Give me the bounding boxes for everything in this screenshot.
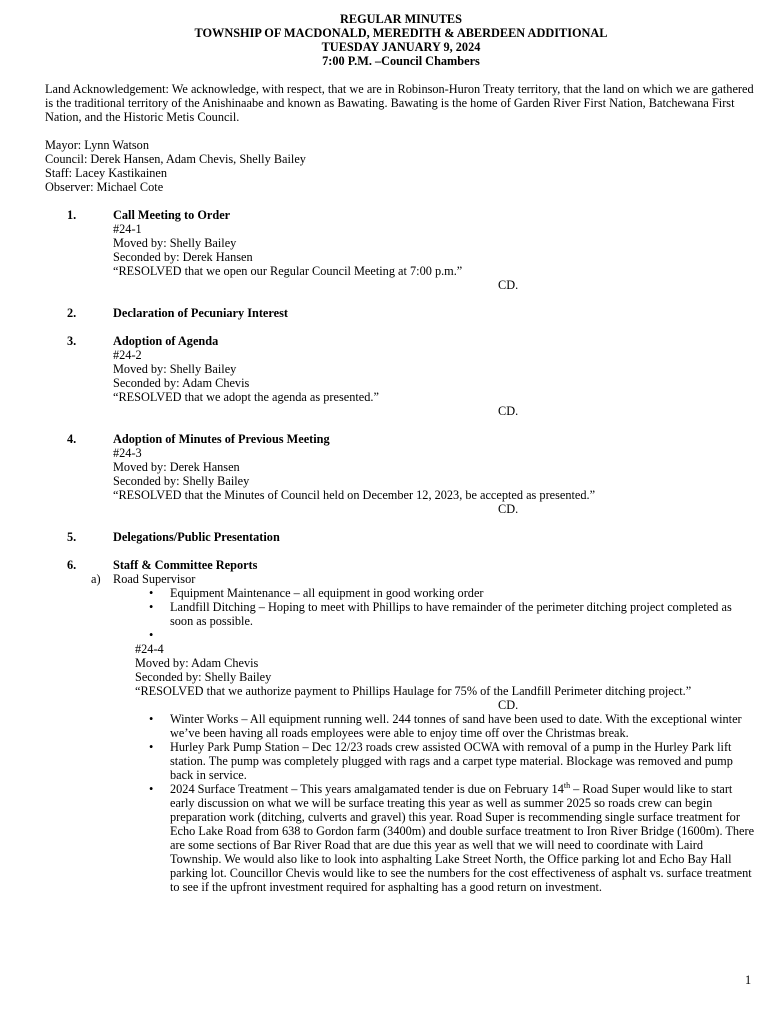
bullet-icon: •: [149, 600, 154, 614]
item-title: Staff & Committee Reports: [113, 558, 258, 572]
subitem-letter: a): [91, 572, 101, 586]
moved-by: Moved by: Adam Chevis: [135, 656, 259, 670]
bullet-text: Landfill Ditching – Hoping to meet with Phillips to have remainder of the perimeter ditching project completed as soon as possible.: [170, 600, 732, 628]
motion-number: #24-4: [135, 642, 164, 656]
agenda-items: [45, 208, 757, 894]
motion-result: CD.: [498, 502, 519, 516]
report-bullets-a: [113, 586, 757, 642]
seconded-by: Seconded by: Adam Chevis: [113, 376, 250, 390]
motion-number: #24-1: [113, 222, 142, 236]
item-number: 3.: [67, 334, 77, 348]
observer-line: Observer: Michael Cote: [45, 180, 164, 194]
item-number: 2.: [67, 306, 77, 320]
page-number: 1: [745, 973, 752, 987]
agenda-item-1: [45, 208, 757, 292]
moved-by: Moved by: Derek Hansen: [113, 460, 240, 474]
bullet-icon: •: [149, 740, 154, 754]
header-time-location: 7:00 P.M. –Council Chambers: [322, 54, 480, 68]
header-township: TOWNSHIP OF MACDONALD, MEREDITH & ABERDEEN ADDITIONAL: [194, 26, 608, 40]
minutes-page: [45, 12, 757, 908]
document-header: [45, 12, 757, 68]
moved-by: Moved by: Shelly Bailey: [113, 362, 237, 376]
land-acknowledgement: Land Acknowledgement: We acknowledge, with respect, that we are in Robinson-Huron Treaty territory, that the land on which we are gathered is the traditional territory of the Anishinaabe and known as Bawating. Bawating is the home of Garden River First Nation, Batchewana First Nation, and the Historic Metis Council.: [45, 82, 754, 124]
agenda-item-5: [45, 530, 757, 544]
resolution-text: “RESOLVED that we adopt the agenda as presented.”: [113, 390, 379, 404]
motion-number: #24-2: [113, 348, 142, 362]
item-title: Adoption of Agenda: [113, 334, 219, 348]
bullet-text-end: – Road Super would like to start early discussion on what we will be surface treating this year as well as summer 2025 so roads crew can begin preparation work (ditching, culverts and gravel) this year. Road Super is recommending single surface treatment for Echo Lake Road from 638 to Gordon farm (3400m) and double surface treatment to Iron River Bridge (1600m). There are some sections of Bar River Road that are due this year as well that we will need to coordinate with Laird Township. We would also like to look into asphalting Lake Street North, the Office parking lot and Echo Bay Hall parking lot. Councillor Chevis would like to see the numbers for the cost effectiveness of asphalt vs. surface treatment to see if the upfront investment required for asphalting has a good return on investment.: [170, 782, 755, 894]
list-item: [113, 586, 757, 600]
motion-result: CD.: [498, 404, 519, 418]
seconded-by: Seconded by: Shelly Bailey: [135, 670, 272, 684]
list-item: [113, 600, 757, 628]
bullet-icon: •: [149, 628, 154, 642]
bullet-text-start: 2024 Surface Treatment – This years amalgamated tender is due on February 14: [170, 782, 564, 796]
bullet-text: Hurley Park Pump Station – Dec 12/23 roads crew assisted OCWA with removal of a pump in the Hurley Park lift station. The pump was completely plugged with rags and a carpet type material. Blockage was removed and pump back in service.: [170, 740, 733, 782]
list-item: [113, 740, 757, 782]
list-item: [113, 628, 757, 642]
bullet-text: Equipment Maintenance – all equipment in good working order: [170, 586, 484, 600]
agenda-item-2: [45, 306, 757, 320]
item-title: Call Meeting to Order: [113, 208, 231, 222]
mayor-line: Mayor: Lynn Watson: [45, 138, 149, 152]
ordinal-suffix: th: [563, 780, 571, 790]
item-title: Delegations/Public Presentation: [113, 530, 280, 544]
resolution-text: “RESOLVED that we authorize payment to Phillips Haulage for 75% of the Landfill Perimeter ditching project.”: [135, 684, 692, 698]
moved-by: Moved by: Shelly Bailey: [113, 236, 237, 250]
list-item: [113, 712, 757, 740]
item-number: 1.: [67, 208, 77, 222]
resolution-text: “RESOLVED that the Minutes of Council held on December 12, 2023, be accepted as presented.”: [113, 488, 596, 502]
item-number: 5.: [67, 530, 77, 544]
seconded-by: Seconded by: Derek Hansen: [113, 250, 253, 264]
bullet-text: Winter Works – All equipment running well. 244 tonnes of sand have been used to date. With the exceptional winter we’ve been having all roads employees were able to enjoy time off over the Christmas break.: [170, 712, 742, 740]
header-title: REGULAR MINUTES: [340, 12, 462, 26]
staff-line: Staff: Lacey Kastikainen: [45, 166, 168, 180]
motion-number: #24-3: [113, 446, 142, 460]
subitem-title: Road Supervisor: [113, 572, 196, 586]
resolution-text: “RESOLVED that we open our Regular Council Meeting at 7:00 p.m.”: [113, 264, 463, 278]
list-item: [113, 782, 757, 894]
road-supervisor-report: [91, 572, 757, 586]
motion-24-4: [113, 642, 757, 712]
council-line: Council: Derek Hansen, Adam Chevis, Shelly Bailey: [45, 152, 306, 166]
seconded-by: Seconded by: Shelly Bailey: [113, 474, 250, 488]
motion-result: CD.: [498, 698, 519, 712]
motion-result: CD.: [498, 278, 519, 292]
bullet-icon: •: [149, 782, 154, 796]
bullet-icon: •: [149, 712, 154, 726]
agenda-item-4: [45, 432, 757, 516]
attendees: [45, 138, 757, 194]
item-number: 4.: [67, 432, 77, 446]
header-date: TUESDAY JANUARY 9, 2024: [321, 40, 481, 54]
report-bullets-b: [113, 712, 757, 894]
agenda-item-6: [45, 558, 757, 894]
bullet-icon: •: [149, 586, 154, 600]
item-number: 6.: [67, 558, 77, 572]
agenda-item-3: [45, 334, 757, 418]
item-title: Adoption of Minutes of Previous Meeting: [113, 432, 330, 446]
item-title: Declaration of Pecuniary Interest: [113, 306, 288, 320]
